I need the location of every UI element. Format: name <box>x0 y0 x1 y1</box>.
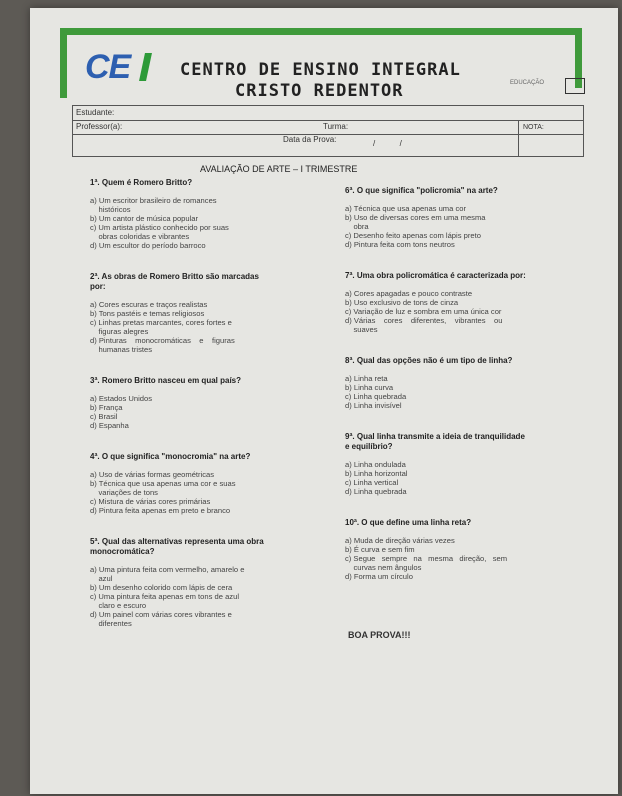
question-block <box>90 537 325 628</box>
answer-option[interactable]: d) Pintura feita com tons neutros <box>345 240 455 249</box>
question-text-cont: e equilíbrio? <box>345 442 393 451</box>
date-slashes: / / <box>373 139 402 148</box>
answer-option[interactable]: obra <box>345 222 369 231</box>
answer-option[interactable]: c) Mistura de várias cores primárias <box>90 497 211 506</box>
answer-option[interactable]: b) Tons pastéis e temas religiosos <box>90 309 205 318</box>
question-block <box>90 178 325 250</box>
answer-option[interactable]: d) Espanha <box>90 421 129 430</box>
answer-option[interactable]: c) Linhas pretas marcantes, cores fortes e <box>90 318 232 327</box>
answer-option[interactable]: a) Linha reta <box>345 374 388 383</box>
question-text: 7ª. Uma obra policromática é caracterizada por: <box>345 271 526 280</box>
answer-option[interactable]: b) Um desenho colorido com lápis de cera <box>90 583 233 592</box>
grade-field[interactable]: NOTA: <box>523 124 544 131</box>
question-block <box>345 356 600 410</box>
answer-option[interactable]: c) Variação de luz e sombra em uma única cor <box>345 307 502 316</box>
question-text-cont: monocromática? <box>90 547 155 556</box>
answer-option[interactable]: a) Técnica que usa apenas uma cor <box>345 204 467 213</box>
answer-option[interactable]: d) Um escultor do período barroco <box>90 241 206 250</box>
answer-option[interactable]: d) Forma um círculo <box>345 572 413 581</box>
question-text: 2ª. As obras de Romero Britto são marcadas <box>90 272 259 281</box>
right-column <box>345 186 600 581</box>
good-luck-footer: BOA PROVA!!! <box>348 630 411 640</box>
question-text: 6ª. O que significa "policromia" na arte? <box>345 186 498 195</box>
answer-option[interactable]: c) Uma pintura feita apenas em tons de azul <box>90 592 240 601</box>
answer-option[interactable]: b) Uso de diversas cores em uma mesma <box>345 213 486 222</box>
date-field[interactable]: Data da Prova: <box>283 135 337 144</box>
question-text: 4ª. O que significa "monocromia" na arte? <box>90 452 251 461</box>
question-block <box>345 271 600 334</box>
answer-option[interactable]: azul <box>90 574 113 583</box>
question-text: 1ª. Quem é Romero Britto? <box>90 178 193 187</box>
top-green-bar <box>60 28 580 35</box>
question-block <box>90 376 325 430</box>
answer-option[interactable]: a) Cores escuras e traços realistas <box>90 300 208 309</box>
answer-option[interactable]: b) Linha curva <box>345 383 394 392</box>
logo-accent <box>139 53 152 81</box>
question-text: 10ª. O que define uma linha reta? <box>345 518 472 527</box>
answer-option[interactable]: c) Desenho feito apenas com lápis preto <box>345 231 481 240</box>
exam-title: AVALIAÇÃO DE ARTE – I TRIMESTRE <box>200 164 358 174</box>
question-text: 3ª. Romero Britto nasceu em qual país? <box>90 376 241 385</box>
answer-option[interactable]: c) Linha vertical <box>345 478 399 487</box>
answer-option[interactable]: diferentes <box>90 619 132 628</box>
answer-option[interactable]: a) Muda de direção várias vezes <box>345 536 455 545</box>
student-field[interactable]: Estudante: <box>76 108 115 117</box>
identification-box <box>72 105 584 157</box>
answer-option[interactable]: b) Linha horizontal <box>345 469 408 478</box>
answer-option[interactable]: b) Um cantor de música popular <box>90 214 199 223</box>
exam-sheet <box>30 8 618 794</box>
question-text: 5ª. Qual das alternativas representa uma obra <box>90 537 264 546</box>
answer-option[interactable]: suaves <box>345 325 378 334</box>
answer-option[interactable]: humanas tristes <box>90 345 153 354</box>
answer-option[interactable]: c) Segue sempre na mesma direção, sem <box>345 554 508 563</box>
school-logo: CE <box>85 48 131 86</box>
school-name: CENTRO DE ENSINO INTEGRAL <box>180 60 461 80</box>
answer-option[interactable]: a) Linha ondulada <box>345 460 406 469</box>
answer-option[interactable]: d) Pintura feita apenas em preto e branco <box>90 506 231 515</box>
answer-option[interactable]: d) Um painel com várias cores vibrantes e <box>90 610 232 619</box>
question-text: 9ª. Qual linha transmite a ideia de tranquilidade <box>345 432 525 441</box>
answer-option[interactable]: c) Brasil <box>90 412 118 421</box>
answer-option[interactable]: d) Várias cores diferentes, vibrantes ou <box>345 316 503 325</box>
question-block <box>345 186 600 249</box>
answer-option[interactable]: b) É curva e sem fim <box>345 545 415 554</box>
answer-option[interactable]: a) Uso de várias formas geométricas <box>90 470 215 479</box>
question-block <box>90 452 325 515</box>
answer-option[interactable]: b) Técnica que usa apenas uma cor e suas <box>90 479 236 488</box>
answer-option[interactable]: a) Um escritor brasileiro de romances <box>90 196 217 205</box>
answer-option[interactable]: d) Linha quebrada <box>345 487 407 496</box>
answer-option[interactable]: d) Pinturas monocromáticas e figuras <box>90 336 235 345</box>
answer-option[interactable]: obras coloridas e vibrantes <box>90 232 190 241</box>
school-name-2: CRISTO REDENTOR <box>235 81 404 101</box>
answer-option[interactable]: figuras alegres <box>90 327 149 336</box>
question-block <box>345 432 600 496</box>
teacher-field[interactable]: Professor(a): <box>76 122 123 131</box>
left-column <box>90 178 325 628</box>
seal-icon <box>565 78 585 94</box>
answer-option[interactable]: b) Uso exclusivo de tons de cinza <box>345 298 459 307</box>
answer-option[interactable]: variações de tons <box>90 488 158 497</box>
answer-option[interactable]: curvas nem ângulos <box>345 563 422 572</box>
answer-option[interactable]: históricos <box>90 205 131 214</box>
question-text: 8ª. Qual das opções não é um tipo de linha? <box>345 356 513 365</box>
answer-option[interactable]: b) França <box>90 403 123 412</box>
answer-option[interactable]: d) Linha invisível <box>345 401 402 410</box>
class-field[interactable]: Turma: <box>323 122 349 131</box>
answer-option[interactable]: a) Estados Unidos <box>90 394 153 403</box>
answer-option[interactable]: a) Uma pintura feita com vermelho, amarelo e <box>90 565 245 574</box>
answer-option[interactable]: claro e escuro <box>90 601 147 610</box>
question-text-cont: por: <box>90 282 106 291</box>
answer-option[interactable]: c) Linha quebrada <box>345 392 407 401</box>
left-green-bar <box>60 28 67 98</box>
answer-option[interactable]: c) Um artista plástico conhecido por suas <box>90 223 229 232</box>
question-block <box>90 272 325 354</box>
education-seal-text: EDUCAÇÃO <box>510 80 545 86</box>
question-block <box>345 518 600 581</box>
answer-option[interactable]: a) Cores apagadas e pouco contraste <box>345 289 473 298</box>
